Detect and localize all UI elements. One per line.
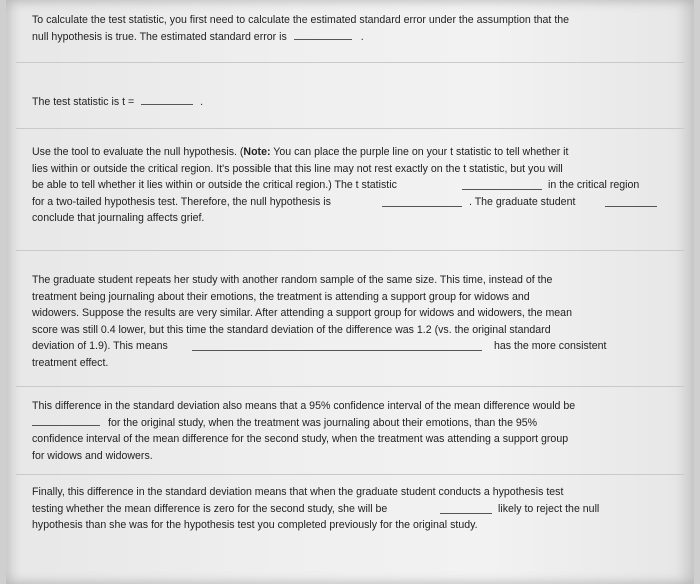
text-line: lies within or outside the critical region. It's possible that this line may not rest exactly on the t statistic, but you will [32,162,563,175]
critical-region-blank[interactable] [462,179,542,190]
question-page [6,0,694,584]
text-line: The graduate student repeats her study with another random sample of the same size. This time, instead of the [32,274,553,286]
standard-error-blank[interactable] [294,29,352,40]
second-study-paragraph [32,272,660,372]
text-line: testing whether the mean difference is zero for the second study, she will be likely to reject the null [32,502,600,515]
text-line: Use the tool to evaluate the null hypothesis. (Note: You can place the purple line on your t statistic to tell whether it [32,146,569,158]
text-line: confidence interval of the mean difference for the second study, when the treatment was attending a support group [32,433,569,446]
divider [16,474,684,475]
divider [16,62,684,63]
text-line: for the original study, when the treatment was journaling about their emotions, than the 95% [32,415,660,432]
text-line: score was still 0.4 lower, but this time the standard deviation of the difference was 1.2 (vs. the original standard [32,323,551,336]
text-line: conclude that journaling affects grief. [32,212,205,225]
text-line: The test statistic is t = . [32,96,204,108]
null-hypothesis-blank[interactable] [382,196,462,207]
divider [16,386,684,387]
text-line: treatment being journaling about their emotions, the treatment is attending a support group for widows and [32,290,530,303]
test-statistic-blank[interactable] [141,94,193,105]
reject-likelihood-blank[interactable] [440,503,492,514]
hypothesis-test-paragraph [32,484,660,534]
confidence-interval-blank[interactable] [32,415,100,426]
text-line: for a two-tailed hypothesis test. Therefore, the null hypothesis is . The graduate student [32,194,660,211]
divider [16,250,684,251]
graduate-student-blank[interactable] [605,196,657,207]
text-line: be able to tell whether it lies within or outside the critical region.) The t statistic in the critical region [32,179,640,192]
hypothesis-evaluation-paragraph [32,144,660,227]
text-line: hypothesis than she was for the hypothesis test you completed previously for the original study. [32,519,478,532]
consistent-effect-blank[interactable] [192,340,482,351]
text-line: for widows and widowers. [32,449,153,462]
text-line: This difference in the standard deviation also means that a 95% confidence interval of the mean difference would be [32,400,576,412]
test-statistic-paragraph [32,94,660,111]
confidence-interval-paragraph [32,398,660,464]
text-line: widowers. Suppose the results are very similar. After attending a support group for widows and widowers, the mean [32,307,572,320]
standard-error-paragraph [32,12,660,45]
divider [16,128,684,129]
text-line: treatment effect. [32,356,109,369]
note-label: Note: [243,146,271,158]
text-line: deviation of 1.9). This means has the more consistent [32,340,607,353]
text-line: To calculate the test statistic, you first need to calculate the estimated standard error under the assumption that the [32,14,570,26]
text-line: Finally, this difference in the standard deviation means that when the graduate student conducts a hypothesis test [32,486,564,498]
text-line: null hypothesis is true. The estimated standard error is . [32,30,364,43]
